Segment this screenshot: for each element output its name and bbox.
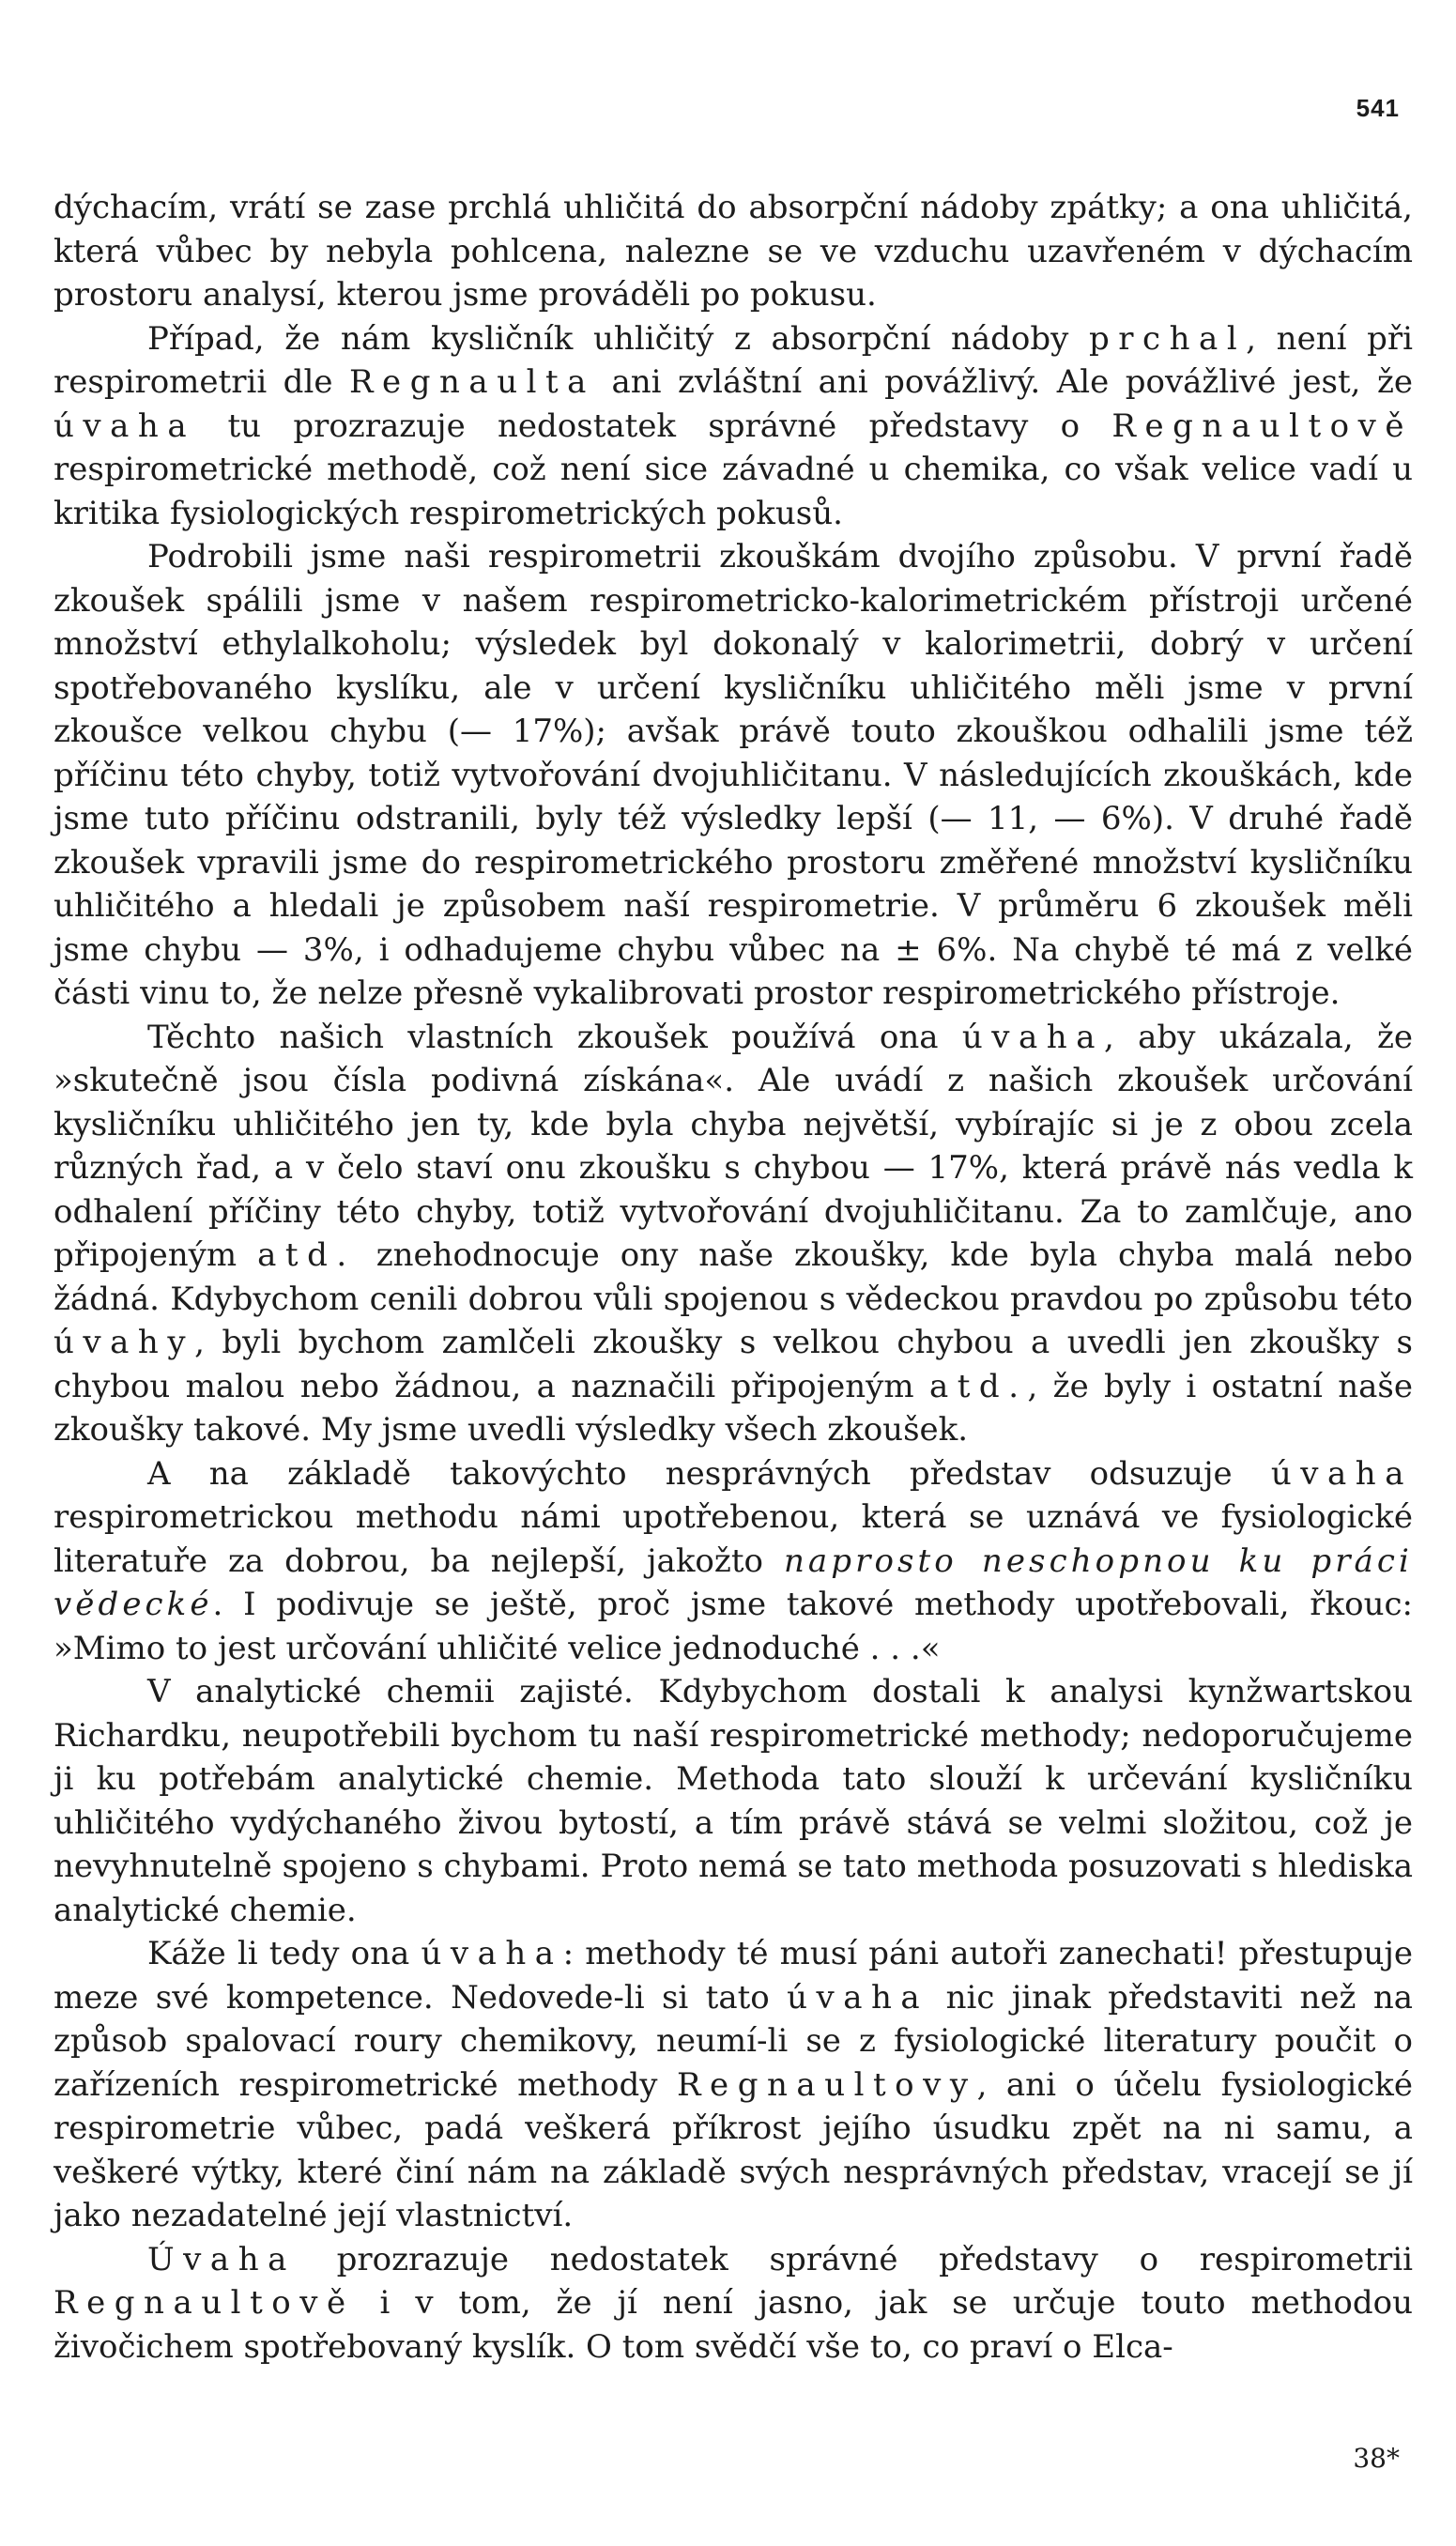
spaced-emphasis: úvahy	[54, 1324, 195, 1361]
paragraph	[54, 1670, 1413, 1932]
paragraph	[54, 535, 1413, 1016]
spaced-emphasis: úvaha	[961, 1018, 1105, 1056]
spaced-emphasis: Regnaultově	[54, 2284, 355, 2322]
text-run: dýchacím, vrátí se zase prchlá uhličitá do absorpční nádoby zpátky; a ona uhličitá, která vůbec by nebyla pohlcena, nalezne se ve vzduchu uzavřeném v dýchacím prostoru analysí, kterou jsme prováděli po pokusu.	[54, 189, 1413, 314]
text-run: Těchto našich vlastních zkoušek používá ona	[147, 1018, 962, 1056]
text-run: Případ, že nám kysličník uhličitý z absorpční nádoby	[147, 319, 1089, 358]
text-run: , že byly i ostatní naše zkoušky takové. My jsme uvedli výsledky všech zkoušek.	[54, 1367, 1413, 1449]
spaced-emphasis: úvaha	[1270, 1454, 1413, 1493]
spaced-emphasis: úvaha	[54, 406, 196, 445]
paragraph	[54, 2238, 1413, 2370]
spaced-emphasis: atd.	[257, 1236, 356, 1274]
text-run: . I podivuje se ještě, proč jsme takové methody upotřebovali, řkouc: »Mimo to jest určování uhličité velice jednoduché . . .«	[54, 1586, 1413, 1667]
text-run: A na základě takovýchto nesprávných představ odsuzuje	[147, 1454, 1271, 1493]
text-run: i v tom, že jí není jasno, jak se určuje touto methodou živočichem spotřebovaný kyslík. O tom svědčí vše to, co praví o Elca-	[54, 2284, 1413, 2366]
italic-emphasis: naprosto neschopnou ku práci vědecké	[54, 1541, 1413, 1623]
text-run: respirometrickou methodu námi upotřebenou, která se uznává ve fysiologické literatuře za dobrou, ba nejlepší, jakožto	[54, 1498, 1413, 1580]
spaced-emphasis: Regnaultovy	[676, 2065, 977, 2104]
paragraph	[54, 186, 1413, 317]
spaced-emphasis: atd.	[928, 1367, 1028, 1405]
spaced-emphasis: úvaha	[421, 1935, 563, 1972]
text-run: nic jinak představiti než na způsob spalovací roury chemikovy, neumí-li se z fysiologické literatury poučit o zařízeních respirometrické methody	[54, 1978, 1413, 2104]
text-run: prozrazuje nedostatek správné představy o respirometrii	[295, 2240, 1413, 2278]
signature-mark: 38*	[1353, 2443, 1400, 2474]
text-run: Káže li tedy ona	[147, 1935, 421, 1972]
spaced-emphasis: prchal	[1089, 319, 1247, 358]
text-run: V analytické chemii zajisté. Kdybychom dostali k analysi kynžwartskou Richardku, neupotřebili bychom tu naší respirometrické methody; nedoporučujeme ji ku potřebám analytické chemie. Methoda tato slouží k určevání kysličníku uhličitého vydýchaného živou bytostí, a tím právě stává se velmi složitou, což je nevyhnutelně spojeno s chybami. Proto nemá se tato methoda posuzovati s hlediska analytické chemie.	[54, 1673, 1413, 1929]
paragraph	[54, 1016, 1413, 1452]
paragraph	[54, 317, 1413, 536]
text-run: ani zvláštní ani povážlivý. Ale povážlivé jest, že	[594, 363, 1413, 401]
text-run: , není při respirometrii dle	[54, 319, 1414, 401]
spaced-emphasis: Regnaulta	[348, 363, 595, 401]
text-run: , aby ukázala, že »skutečně jsou čísla podivná získána«. Ale uvádí z našich zkoušek určování kysličníku uhličitého jen ty, kde byla chyba největší, vybírajíc si je z obou zcela různých řad, a v čelo staví onu zkoušku s chybou — 17%, která právě nás vedla k odhalení příčiny této chyby, totiž vytvořování dvojuhličitanu. Za to zamlčuje, ano připojeným	[54, 1018, 1413, 1274]
text-run: respirometrické methodě, což není sice závadné u chemika, co však velice vadí u kritika fysiologických respirometrických pokusů.	[54, 451, 1413, 532]
text-run: znehodnocuje ony naše zkoušky, kde byla chyba malá nebo žádná. Kdybychom cenili dobrou vůli spojenou s vědeckou pravdou po způsobu této	[54, 1236, 1413, 1318]
text-run: Podrobili jsme naši respirometrii zkouškám dvojího způsobu. V první řadě zkoušek spálili jsme v našem respirometricko-kalorimetrickém přístroji určené množství ethylalkoholu; výsledek byl dokonalý v kalorimetrii, dobrý v určení spotřebovaného kyslíku, ale v určení kysličníku uhličitého měli jsme v první zkoušce velkou chybu (— 17%); avšak právě touto zkouškou odhalili jsme též příčinu této chyby, totiž vytvořování dvojuhličitanu. V následujících zkouškách, kde jsme tuto příčinu odstranili, byly též výsledky lepší (— 11, — 6%). V druhé řadě zkoušek vpravili jsme do respirometrického prostoru změřené množství kysličníku uhličitého a hledali je způsobem naší respirometrie. V průměru 6 zkoušek měli jsme chybu — 3%, i odhadujeme chybu vůbec na ± 6%. Na chybě té má z velké části vinu to, že nelze přesně vykalibrovati prostor respirometrického přístroje.	[54, 538, 1413, 1012]
text-run: : methody té musí páni autoři zanechati! přestupuje meze své kompetence. Nedovede-li si tato	[54, 1935, 1413, 2017]
page-number: 541	[1356, 94, 1400, 122]
text-run: , ani o účelu fysiologické respirometrie vůbec, padá veškerá příkrost jejího úsudku zpět na ni samu, a veškeré výtky, které činí nám na základě svých nesprávných představ, vracejí se jí jako nezadatelné její vlastnictví.	[54, 2065, 1413, 2234]
body-text	[54, 186, 1413, 2369]
spaced-emphasis: Regnaultově	[1111, 406, 1413, 445]
spaced-emphasis: úvaha	[787, 1978, 929, 2017]
paragraph	[54, 1932, 1413, 2238]
text-run: tu prozrazuje nedostatek správné představy o	[195, 406, 1112, 445]
spaced-emphasis: Úvaha	[147, 2240, 296, 2278]
text-run: , byli bychom zamlčeli zkoušky s velkou chybou a uvedli jen zkoušky s chybou malou nebo žádnou, a naznačili připojeným	[54, 1324, 1413, 1405]
paragraph	[54, 1452, 1413, 1671]
